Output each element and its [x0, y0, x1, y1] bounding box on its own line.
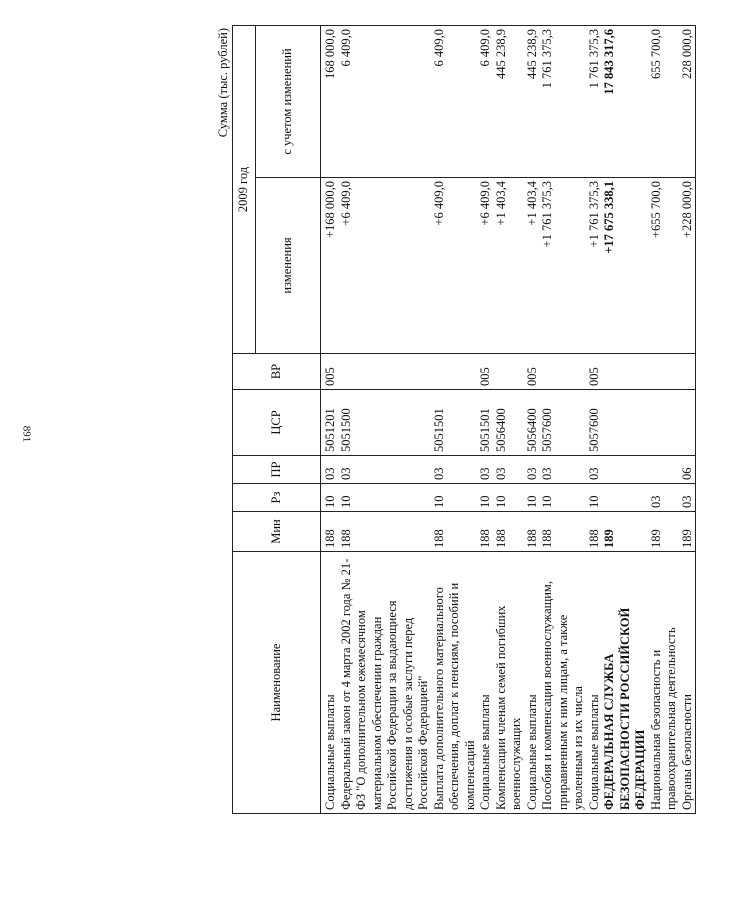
row-change: +6 409,0 — [432, 178, 479, 354]
header-pr: ПР — [233, 456, 321, 484]
row-name: Социальные выплаты — [587, 552, 603, 814]
header-min: Мин — [233, 512, 321, 552]
row-change: +17 675 338,1 — [602, 178, 649, 354]
table-row — [680, 25, 696, 813]
page-number: 891 — [20, 425, 33, 443]
row-min: 188 — [432, 512, 479, 552]
row-pr: 03 — [432, 456, 479, 484]
row-change: +228 000,0 — [680, 178, 696, 354]
row-name: Социальные выплаты — [525, 552, 541, 814]
row-rz: 10 — [478, 484, 494, 512]
row-name: ФЕДЕРАЛЬНАЯ СЛУЖБА БЕЗОПАСНОСТИ РОССИЙСКОЙ ФЕДЕРАЦИИ — [602, 552, 649, 814]
row-total: 6 409,0 — [432, 25, 479, 177]
table-row — [432, 25, 479, 813]
row-total: 445 238,9 — [525, 25, 541, 177]
row-change: +1 403,4 — [494, 178, 525, 354]
row-name: Органы безопасности — [680, 552, 696, 814]
table-row — [525, 25, 541, 813]
row-vr: 005 — [478, 354, 494, 390]
row-pr — [649, 456, 680, 484]
table-row — [602, 25, 649, 813]
row-min: 189 — [680, 512, 696, 552]
row-rz: 10 — [321, 484, 339, 512]
row-total: 445 238,9 — [494, 25, 525, 177]
row-vr — [602, 354, 649, 390]
table-row — [321, 25, 339, 813]
header-year: 2009 год — [233, 25, 256, 353]
row-vr: 005 — [525, 354, 541, 390]
row-csr: 5057600 — [540, 390, 587, 456]
row-change: +1 761 375,3 — [587, 178, 603, 354]
row-min: 188 — [540, 512, 587, 552]
row-pr: 03 — [540, 456, 587, 484]
row-pr — [602, 456, 649, 484]
table-row — [587, 25, 603, 813]
row-total: 655 700,0 — [649, 25, 680, 177]
sum-caption: Сумма (тыс. рублей) — [216, 28, 230, 138]
row-csr: 5051501 — [432, 390, 479, 456]
row-name: Пособия и компенсации военнослужащим, приравненным к ним лицам, а также уволенным из их числа — [540, 552, 587, 814]
table-row — [339, 25, 432, 813]
row-csr — [649, 390, 680, 456]
row-min: 188 — [321, 512, 339, 552]
row-change: +6 409,0 — [478, 178, 494, 354]
row-change: +1 761 375,3 — [540, 178, 587, 354]
table-row — [540, 25, 587, 813]
row-csr — [680, 390, 696, 456]
row-name: Социальные выплаты — [321, 552, 339, 814]
row-vr — [680, 354, 696, 390]
row-pr: 03 — [478, 456, 494, 484]
row-total: 168 000,0 — [321, 25, 339, 177]
header-name: Наименование — [233, 552, 321, 814]
table-row — [494, 25, 525, 813]
row-total: 1 761 375,3 — [587, 25, 603, 177]
row-min: 188 — [587, 512, 603, 552]
header-csr: ЦСР — [233, 390, 321, 456]
row-min: 189 — [602, 512, 649, 552]
row-min: 188 — [339, 512, 432, 552]
row-rz — [602, 484, 649, 512]
row-csr: 5051201 — [321, 390, 339, 456]
row-vr: 005 — [587, 354, 603, 390]
row-total: 6 409,0 — [478, 25, 494, 177]
budget-table — [232, 25, 696, 814]
row-pr: 03 — [339, 456, 432, 484]
row-csr: 5051500 — [339, 390, 432, 456]
row-min: 189 — [649, 512, 680, 552]
row-csr: 5056400 — [525, 390, 541, 456]
row-pr: 06 — [680, 456, 696, 484]
row-total: 228 000,0 — [680, 25, 696, 177]
row-csr: 5051501 — [478, 390, 494, 456]
row-pr: 03 — [494, 456, 525, 484]
row-change: +6 409,0 — [339, 178, 432, 354]
row-vr — [432, 354, 479, 390]
row-min: 188 — [525, 512, 541, 552]
row-change: +168 000,0 — [321, 178, 339, 354]
row-pr: 03 — [587, 456, 603, 484]
row-rz: 10 — [525, 484, 541, 512]
row-vr — [540, 354, 587, 390]
row-name: Национальная безопасность и правоохранительная деятельность — [649, 552, 680, 814]
row-rz: 10 — [587, 484, 603, 512]
table-row — [478, 25, 494, 813]
row-change: +655 700,0 — [649, 178, 680, 354]
row-rz: 10 — [339, 484, 432, 512]
row-min: 188 — [478, 512, 494, 552]
row-name: Компенсации членам семей погибших военнослужащих — [494, 552, 525, 814]
row-change: +1 403,4 — [525, 178, 541, 354]
row-vr: 005 — [321, 354, 339, 390]
row-rz: 10 — [494, 484, 525, 512]
row-name: Федеральный закон от 4 марта 2002 года № 21-ФЗ "О дополнительном ежемесячном материальном обеспечении граждан Российской Федерации за выдающиеся достижения и особые заслуги перед Российской Федерацией" — [339, 552, 432, 814]
row-pr: 03 — [525, 456, 541, 484]
row-vr — [649, 354, 680, 390]
rotated-budget-table-page — [214, 26, 734, 814]
table-row — [649, 25, 680, 813]
row-min: 188 — [494, 512, 525, 552]
row-csr: 5057600 — [587, 390, 603, 456]
row-vr — [494, 354, 525, 390]
header-vr: ВР — [233, 354, 321, 390]
row-csr: 5056400 — [494, 390, 525, 456]
row-name: Социальные выплаты — [478, 552, 494, 814]
row-csr — [602, 390, 649, 456]
header-rz: Рз — [233, 484, 321, 512]
header-with-changes: с учетом изменений — [256, 25, 321, 177]
row-total: 6 409,0 — [339, 25, 432, 177]
row-rz: 10 — [540, 484, 587, 512]
row-rz: 10 — [432, 484, 479, 512]
table-body — [321, 25, 696, 813]
row-rz: 03 — [680, 484, 696, 512]
row-total: 1 761 375,3 — [540, 25, 587, 177]
row-vr — [339, 354, 432, 390]
row-total: 17 843 317,6 — [602, 25, 649, 177]
row-rz: 03 — [649, 484, 680, 512]
row-name: Выплата дополнительного материального обеспечения, доплат к пенсиям, пособий и компенсаций — [432, 552, 479, 814]
row-pr: 03 — [321, 456, 339, 484]
header-changes: изменения — [256, 178, 321, 354]
